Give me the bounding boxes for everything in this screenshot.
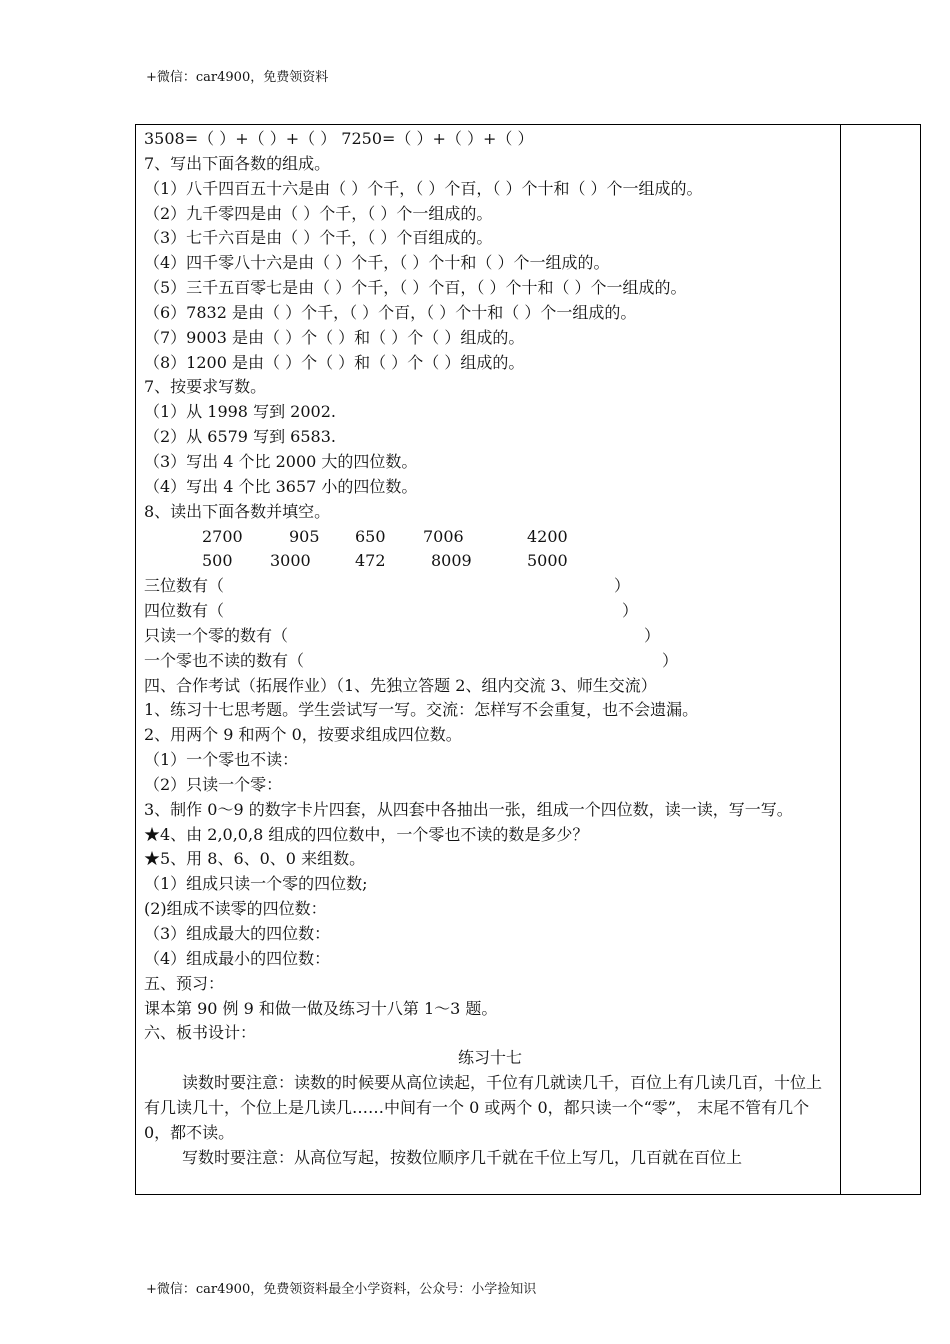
line-composition-8: （8）1200 是由（ ）个（ ）和（ ）个（ ）组成的。 bbox=[144, 352, 525, 372]
line-write-1: （1）从 1998 写到 2002. bbox=[144, 402, 336, 422]
number-item: 905 bbox=[289, 526, 320, 546]
line-composition-5: （5）三千五百零七是由（ ）个千，（ ）个百，（ ）个十和（ ）个一组成的。 bbox=[144, 278, 687, 298]
section4-item: 1、练习十七思考题。学生尝试写一写。交流：怎样写不会重复，也不会遗漏。 bbox=[144, 700, 699, 720]
line-composition-3: （3）七千六百是由（ ）个千，（ ）个百组成的。 bbox=[144, 228, 493, 248]
line-heading-read-numbers: 8、读出下面各数并填空。 bbox=[144, 501, 331, 521]
section4-item: 2、用两个 9 和两个 0，按要求组成四位数。 bbox=[144, 725, 462, 745]
number-item: 8009 bbox=[431, 551, 472, 571]
board-title: 练习十七 bbox=[457, 1048, 522, 1068]
number-item: 7006 bbox=[423, 526, 464, 546]
number-row-1 bbox=[144, 525, 836, 550]
number-item: 500 bbox=[202, 551, 233, 571]
section4-item: 3、制作 0～9 的数字卡片四套，从四套中各抽出一张，组成一个四位数，读一读，写一写。 bbox=[144, 799, 793, 819]
number-item: 2700 bbox=[202, 526, 243, 546]
line-heading-composition: 7、写出下面各数的组成。 bbox=[144, 153, 331, 173]
footer-note: +微信：car4900，免费领资料最全小学资料，公众号：小学捡知识 bbox=[146, 1282, 537, 1297]
blank-label: 只读一个零的数有（ bbox=[144, 625, 289, 645]
number-item: 3000 bbox=[270, 551, 311, 571]
section6-title: 六、板书设计： bbox=[144, 1023, 257, 1043]
section4-item: ★4、由 2,0,0,8 组成的四位数中，一个零也不读的数是多少？ bbox=[144, 824, 589, 844]
blank-label: 四位数有（ bbox=[144, 601, 225, 621]
blank-line-no-zero bbox=[144, 649, 836, 674]
board-paragraph-reading: 读数时要注意：读数的时候要从高位读起，千位有几就读几千，百位上有几读几百，十位上有几读几十，个位上是几读几……中间有一个 0 或两个 0，都只读一个“零”， 末尾不管有几个 0，都不读。 bbox=[144, 1073, 823, 1142]
line-composition-2: （2）九千零四是由（ ）个千，（ ）个一组成的。 bbox=[144, 203, 493, 223]
section4-item: (2)组成不读零的四位数： bbox=[144, 899, 327, 919]
section4-item: ★5、用 8、6、0、0 来组数。 bbox=[144, 849, 366, 869]
number-item: 472 bbox=[355, 551, 386, 571]
lesson-content bbox=[144, 127, 836, 1170]
section4-item: （3）组成最大的四位数： bbox=[144, 924, 331, 943]
number-item: 650 bbox=[355, 526, 386, 546]
blank-close: ） bbox=[614, 576, 631, 596]
column-divider bbox=[840, 125, 841, 1194]
section4-item: （1）组成只读一个零的四位数; bbox=[144, 874, 368, 894]
section5-text: 课本第 90 例 9 和做一做及练习十八第 1～3 题。 bbox=[144, 998, 498, 1018]
number-item: 4200 bbox=[527, 526, 568, 546]
section4-title: 四、合作考试（拓展作业）（1、先独立答题 2、组内交流 3、师生交流） bbox=[144, 675, 657, 695]
blank-label: 一个零也不读的数有（ bbox=[144, 650, 305, 670]
section4-item: （1）一个零也不读： bbox=[144, 750, 299, 770]
lesson-table bbox=[135, 124, 921, 1195]
line-composition-1: （1）八千四百五十六是由（ ）个千，（ ）个百，（ ）个十和（ ）个一组成的。 bbox=[144, 178, 703, 198]
blank-line-one-zero bbox=[144, 624, 836, 649]
number-row-2 bbox=[144, 549, 836, 574]
line-composition-7: （7）9003 是由（ ）个（ ）和（ ）个（ ）组成的。 bbox=[144, 327, 525, 347]
blank-close: ） bbox=[644, 625, 661, 645]
line-heading-write-numbers: 7、按要求写数。 bbox=[144, 377, 267, 397]
section5-title: 五、预习： bbox=[144, 973, 225, 993]
blank-line-three-digit bbox=[144, 574, 836, 599]
number-item: 5000 bbox=[527, 551, 568, 571]
board-paragraph-writing: 写数时要注意：从高位写起，按数位顺序几千就在千位上写几，几百就在百位上 bbox=[182, 1147, 743, 1167]
line-write-4: （4）写出 4 个比 3657 小的四位数。 bbox=[144, 476, 418, 496]
section4-item: （4）组成最小的四位数： bbox=[144, 948, 331, 968]
blank-label: 三位数有（ bbox=[144, 576, 225, 596]
line-composition-4: （4）四千零八十六是由（ ）个千，（ ）个十和（ ）个一组成的。 bbox=[144, 253, 610, 273]
line-decompose-equations: 3508=（ ）+（ ）+（ ） 7250=（ ）+（ ）+（ ） bbox=[144, 129, 534, 148]
blank-line-four-digit bbox=[144, 599, 836, 624]
blank-close: ） bbox=[662, 650, 679, 670]
line-composition-6: （6）7832 是由（ ）个千，（ ）个百，（ ）个十和（ ）个一组成的。 bbox=[144, 302, 637, 322]
header-note: +微信：car4900，免费领资料 bbox=[146, 70, 329, 85]
line-write-3: （3）写出 4 个比 2000 大的四位数。 bbox=[144, 451, 418, 471]
line-write-2: （2）从 6579 写到 6583. bbox=[144, 427, 336, 447]
blank-close: ） bbox=[622, 601, 639, 621]
section4-item: （2）只读一个零： bbox=[144, 774, 283, 794]
